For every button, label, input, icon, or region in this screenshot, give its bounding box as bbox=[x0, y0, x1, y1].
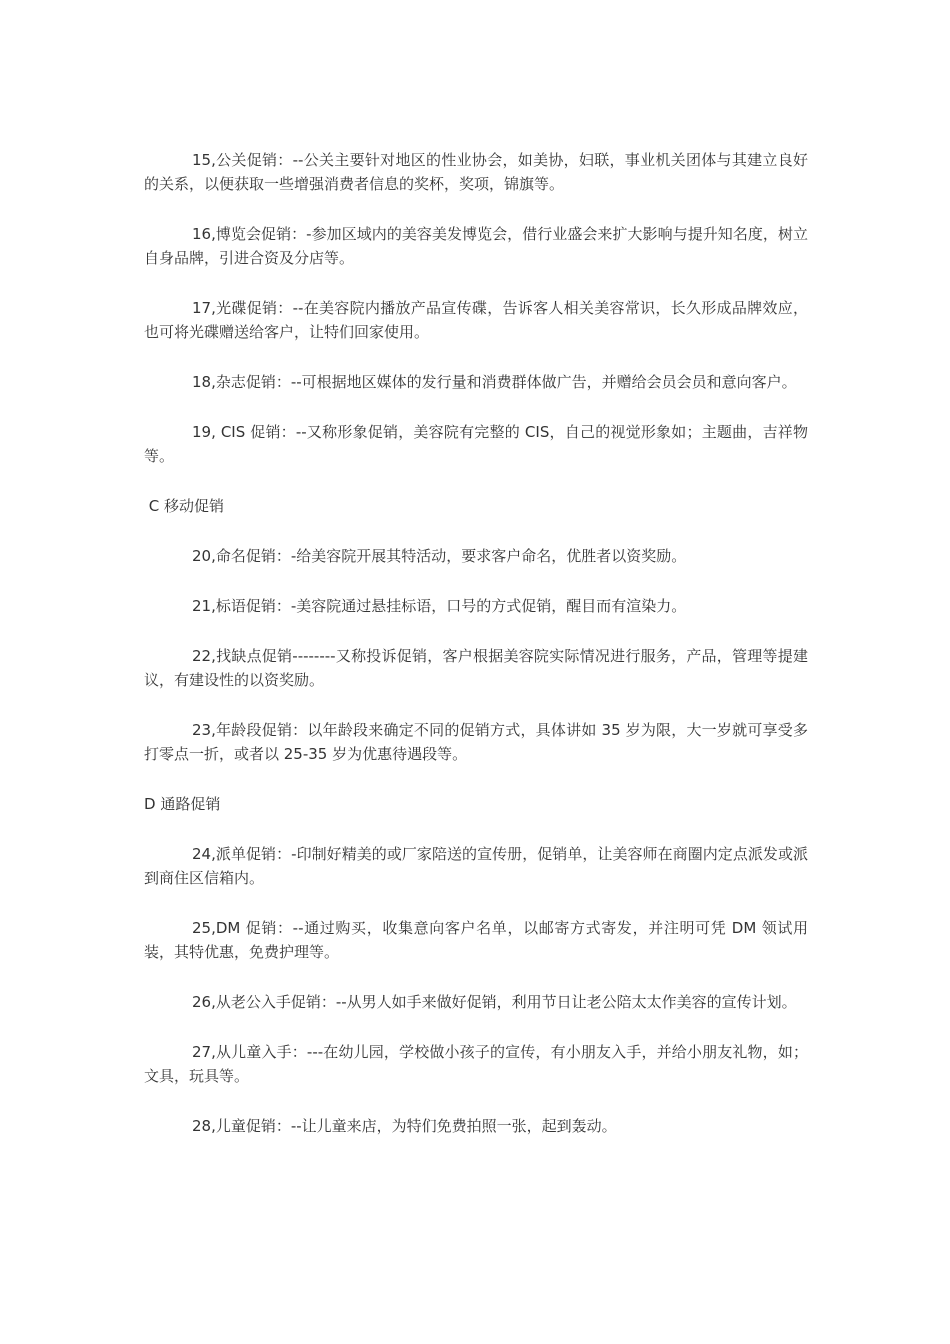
paragraph-item-20: 20,命名促销：-给美容院开展其特活动，要求客户命名，优胜者以资奖励。 bbox=[192, 547, 687, 565]
paragraph-item-23: 23,年龄段促销：以年龄段来确定不同的促销方式，具体讲如 35 岁为限，大一岁就可享受多打零点一折，或者以 25-35 岁为优惠待遇段等。 bbox=[144, 721, 808, 763]
paragraph-item-16: 16,博览会促销：-参加区域内的美容美发博览会，借行业盛会来扩大影响与提升知名度，树立自身品牌，引进合资及分店等。 bbox=[144, 225, 808, 267]
paragraph-item-28: 28,儿童促销：--让儿童来店，为特们免费拍照一张，起到轰动。 bbox=[192, 1117, 617, 1135]
paragraph-item-21: 21,标语促销：-美容院通过悬挂标语，口号的方式促销，醒目而有渲染力。 bbox=[192, 597, 687, 615]
section-heading-d: D 通路促销 bbox=[144, 795, 221, 813]
paragraph-item-27: 27,从儿童入手：---在幼儿园，学校做小孩子的宣传，有小朋友入手，并给小朋友礼物，如；文具，玩具等。 bbox=[144, 1043, 808, 1085]
paragraph-item-15: 15,公关促销：--公关主要针对地区的性业协会，如美协，妇联，事业机关团体与其建立良好的关系，以便获取一些增强消费者信息的奖杯，奖项，锦旗等。 bbox=[144, 151, 808, 193]
section-heading-c: C 移动促销 bbox=[144, 497, 225, 515]
paragraph-item-25: 25,DM 促销：--通过购买，收集意向客户名单，以邮寄方式寄发，并注明可凭 DM 领试用装，其特优惠，免费护理等。 bbox=[144, 919, 808, 961]
paragraph-item-24: 24,派单促销：-印制好精美的或厂家陪送的宣传册，促销单，让美容师在商圈内定点派发或派到商住区信箱内。 bbox=[144, 845, 808, 887]
document-body bbox=[144, 148, 808, 1164]
paragraph-item-19: 19, CIS 促销：--又称形象促销，美容院有完整的 CIS，自己的视觉形象如；主题曲，吉祥物等。 bbox=[144, 423, 808, 465]
paragraph-item-17: 17,光碟促销：--在美容院内播放产品宣传碟，告诉客人相关美容常识，长久形成品牌效应，也可将光碟赠送给客户，让特们回家使用。 bbox=[144, 299, 808, 341]
paragraph-item-22: 22,找缺点促销--------又称投诉促销，客户根据美容院实际情况进行服务，产品，管理等提建议，有建设性的以资奖励。 bbox=[144, 647, 808, 689]
paragraph-item-18: 18,杂志促销：--可根据地区媒体的发行量和消费群体做广告，并赠给会员会员和意向客户。 bbox=[192, 373, 797, 391]
paragraph-item-26: 26,从老公入手促销：--从男人如手来做好促销，利用节日让老公陪太太作美容的宣传计划。 bbox=[192, 993, 797, 1011]
